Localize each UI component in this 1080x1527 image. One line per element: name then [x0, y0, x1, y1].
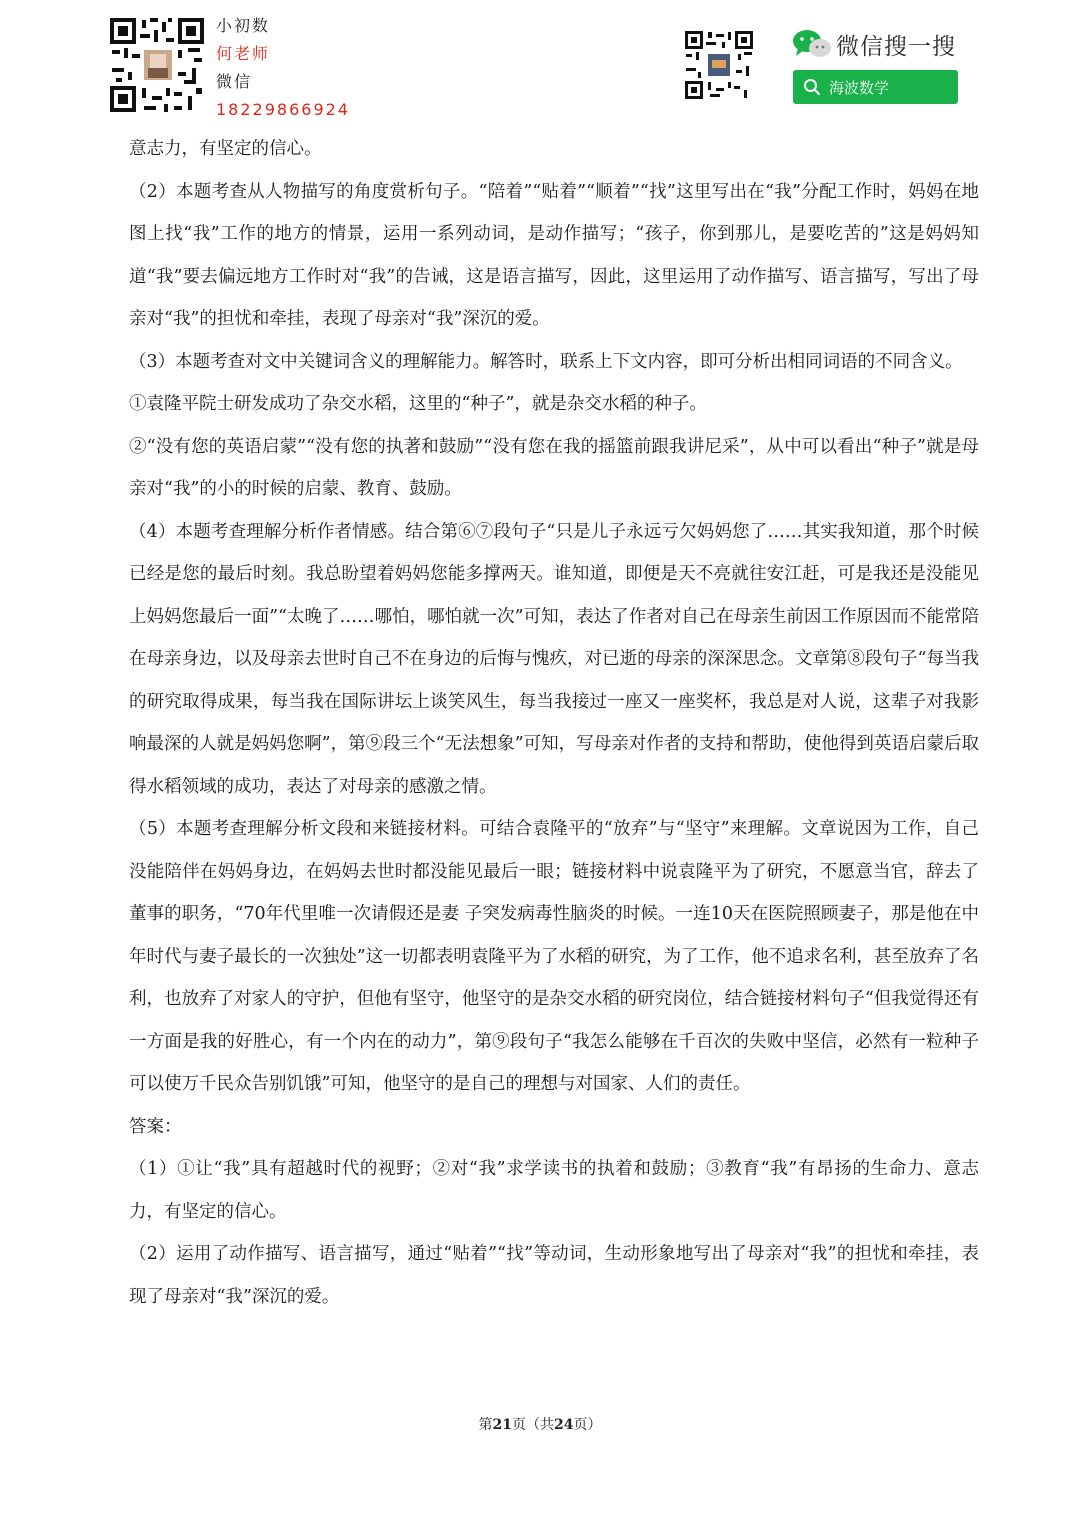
search-icon [803, 78, 821, 96]
wechat-logo-icon [792, 28, 832, 60]
paragraph: （2）本题考查从人物描写的角度赏析句子。“陪着”“贴着”“顺着”“找”这里写出在“我”分配工作时，妈妈在地图上找“我”工作的地方的情景，运用一系列动词，是动作描写；“孩子，你到那儿，是要吃苦的”这是妈妈知道“我”要去偏远地方工作时对“我”的告诫，这是语言描写，因此，这里运用了动作描写、语言描写，写出了母亲对“我”的担忧和牵挂，表现了母亲对“我”深沉的爱。 [129, 181, 979, 329]
paragraph: （4）本题考查理解分析作者情感。结合第⑥⑦段句子“只是儿子永远亏欠妈妈您了……其实我知道，那个时候已经是您的最后时刻。我总盼望着妈妈您能多撑两天。谁知道，即便是天不亮就往安江赶，可是我还是没能见上妈妈您最后一面”“太晚了……哪怕，哪怕就一次”可知，表达了作者对自己在母亲生前因工作原因而不能常陪在母亲身边，以及母亲去世时自己不在身边的后悔与愧疚，对已逝的母亲的深深思念。文章第⑧段句子“每当我的研究取得成果，每当我在国际讲坛上谈笑风生，每当我接过一座又一座奖杯，我总是对人说，这辈子对我影响最深的人就是妈妈您啊”，第⑨段三个“无法想象”可知，写母亲对作者的支持和帮助，使他得到英语启蒙后取得水稻领域的成功，表达了对母亲的感激之情。 [129, 521, 979, 797]
contact-line: 何老师 [216, 44, 271, 63]
paragraph: （5）本题考查理解分析文段和来链接材料。可结合袁隆平的“放弃”与“坚守”来理解。文章说因为工作，自己没能陪伴在妈妈身边，在妈妈去世时都没能见最后一眼；链接材料中说袁隆平为了研究，不愿意当官，辞去了董事的职务，“70年代里唯一次请假还是妻 子突发病毒性脑炎的时候。一连10天在医院照顾妻子，那是他在中年时代与妻子最长的一次独处”这一切都表明袁隆平为了水稻的研究，为了工作，他不追求名利，甚至放弃了名利，也放弃了对家人的守护，但他有坚守，他坚守的是杂交水稻的研究岗位，结合链接材料句子“但我觉得还有一方面是我的好胜心，有一个内在的动力”，第⑨段句子“我怎么能够在千百次的失败中坚信，必然有一粒种子可以使万千民众告别饥饿”可知，他坚守的是自己的理想与对国家、人们的责任。 [129, 819, 979, 1094]
qr-code-wechat [684, 30, 754, 100]
page-total: 24 [554, 1417, 574, 1433]
wechat-search-title: 微信搜一搜 [836, 34, 956, 60]
paragraph: ②“没有您的英语启蒙”“没有您的执著和鼓励”“没有您在我的摇篮前跟我讲尼采”，从中可以看出“种子”就是母亲对“我”的小的时候的启蒙、教育、鼓励。 [129, 436, 979, 499]
page-label: 页） [573, 1417, 602, 1433]
page-number: 21 [492, 1417, 512, 1433]
contact-info [216, 12, 350, 124]
qr-code-contact [108, 16, 206, 114]
page-label: 页（共 [512, 1417, 554, 1433]
paragraph: （1）①让“我”具有超越时代的视野；②对“我”求学读书的执着和鼓励；③教育“我”有昂扬的生命力、意志力，有坚定的信心。 [129, 1159, 979, 1222]
paragraph: （3）本题考查对文中关键词含义的理解能力。解答时，联系上下文内容，即可分析出相同词语的不同含义。 [129, 351, 963, 372]
paragraph: ①袁隆平院士研发成功了杂交水稻，这里的“种子”，就是杂交水稻的种子。 [129, 394, 707, 414]
qr-code-icon [108, 16, 206, 114]
document-body [129, 128, 979, 1318]
qr-code-icon [684, 30, 754, 100]
wechat-search-box[interactable] [793, 70, 958, 104]
page-label: 第 [478, 1417, 493, 1433]
paragraph: （2）运用了动作描写、语言描写，通过“贴着”“找”等动词，生动形象地写出了母亲对“我”的担忧和牵挂，表现了母亲对“我”深沉的爱。 [129, 1244, 979, 1307]
page-header [0, 0, 1080, 125]
paragraph: 意志力，有坚定的信心。 [129, 139, 322, 159]
answer-heading: 答案： [129, 1116, 182, 1137]
page-footer [0, 1414, 1080, 1434]
contact-phone: 18229866924 [216, 100, 350, 119]
contact-line: 小初数 [216, 16, 271, 35]
search-keyword: 海波数学 [829, 79, 890, 97]
contact-line: 微信 [216, 72, 253, 91]
